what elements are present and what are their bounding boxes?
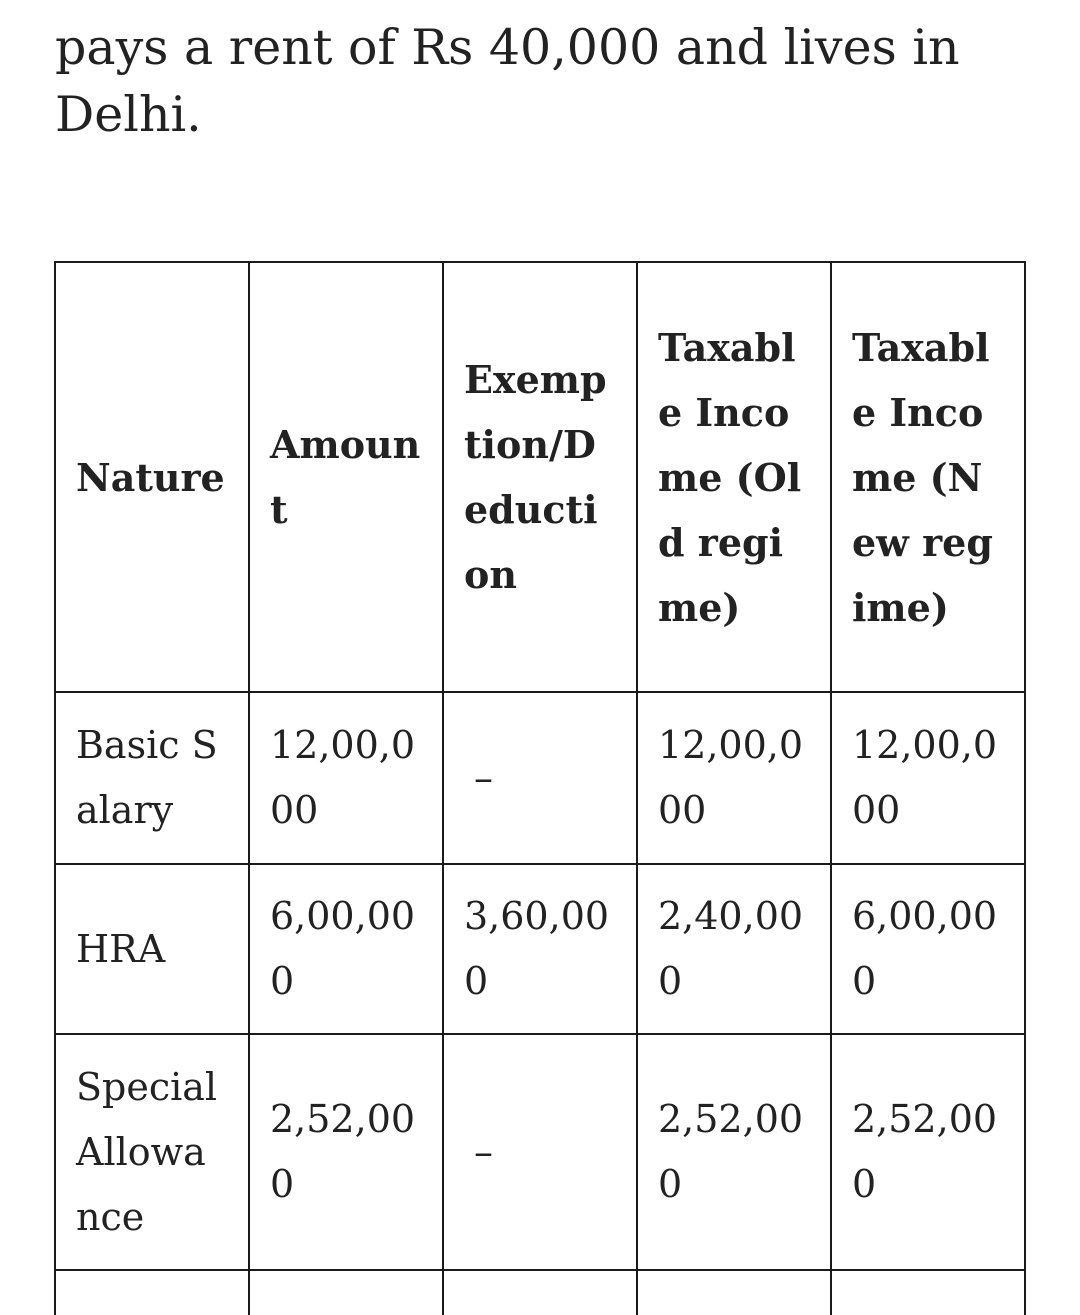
cell-exemption (443, 692, 637, 864)
cell-taxable-old: 2,40,000 (637, 864, 831, 1034)
dash-value: – (474, 1129, 493, 1174)
cell-amount: 6,00,000 (249, 864, 443, 1034)
header-nature: Nature (55, 262, 249, 692)
header-amount: Amount (249, 262, 443, 692)
table-row (55, 692, 1025, 864)
cell-nature: HRA (55, 864, 249, 1034)
header-taxable-new: Taxable Income (New regime) (831, 262, 1025, 692)
table-header-row (55, 262, 1025, 692)
cell-empty (55, 1270, 249, 1315)
cell-exemption (443, 1034, 637, 1270)
cell-amount: 2,52,000 (249, 1034, 443, 1270)
cell-empty (831, 1270, 1025, 1315)
intro-line-1: pays a rent of Rs 40,000 and lives in (55, 19, 960, 76)
header-exemption: Exemption/Deduction (443, 262, 637, 692)
cell-taxable-new: 12,00,000 (831, 692, 1025, 864)
cell-empty (249, 1270, 443, 1315)
table-row-partial (55, 1270, 1025, 1315)
cell-taxable-new: 6,00,000 (831, 864, 1025, 1034)
cell-exemption: 3,60,000 (443, 864, 637, 1034)
header-taxable-old: Taxable Income (Old regime) (637, 262, 831, 692)
table-row (55, 1034, 1025, 1270)
salary-table (54, 261, 1026, 1315)
cell-amount: 12,00,000 (249, 692, 443, 864)
cell-nature: Basic Salary (55, 692, 249, 864)
cell-taxable-new: 2,52,000 (831, 1034, 1025, 1270)
dash-value: – (474, 755, 493, 800)
cell-empty (637, 1270, 831, 1315)
cell-empty (443, 1270, 637, 1315)
cell-taxable-old: 12,00,000 (637, 692, 831, 864)
table-row (55, 864, 1025, 1034)
cell-nature: Special Allowance (55, 1034, 249, 1270)
intro-line-2: Delhi. (55, 86, 202, 143)
cell-taxable-old: 2,52,000 (637, 1034, 831, 1270)
intro-paragraph (55, 14, 1035, 148)
